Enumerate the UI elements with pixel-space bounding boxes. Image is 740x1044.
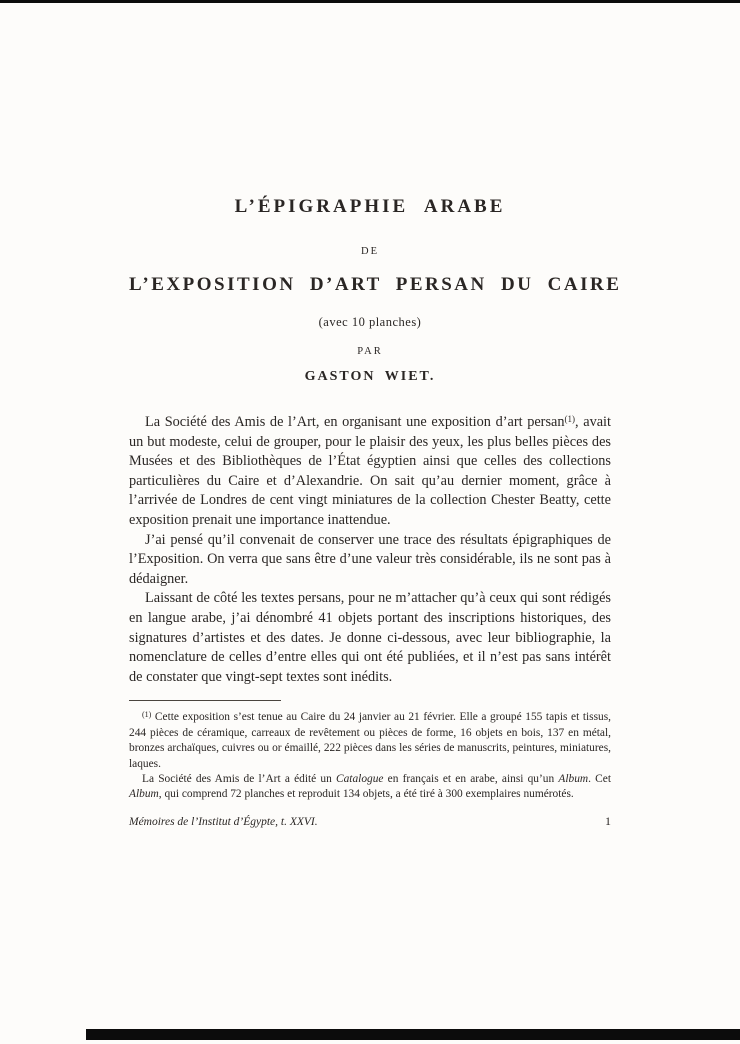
footnote-2-italic-catalogue: Catalogue <box>336 772 384 785</box>
page-content <box>129 0 622 829</box>
article-body <box>129 413 611 687</box>
plates-note: (avec 10 planches) <box>318 315 422 329</box>
footnote-block <box>129 710 611 802</box>
paragraph-3: Laissant de côté les textes persans, pour ne m’attacher qu’à ceux qui sont rédigés en langue arabe, j’ai dénombré 41 objets portant des inscriptions historiques, des signatures d’artistes et des dates. Je donne ci-dessous, avec leur bibliographie, la nomenclature de celles d’entre elles qui ont été publiées, et il n’est pas sans intérêt de constater que vingt-sept textes sont inédits. <box>129 590 611 685</box>
footnote-2-segment: en français et en arabe, ainsi qu’un <box>383 772 559 785</box>
page-number: 1 <box>605 813 611 828</box>
footnote-number: (1) <box>142 710 152 720</box>
footnote-1-text: Cette exposition s’est tenue au Caire du 24 janvier au 21 février. Elle a groupé 155 tapis et tissus, 244 pièces de céramique, carreaux de revêtement ou pièces de forme, 16 objets en bois, 137 en métal, bronzes archaïques, cuivres ou or émaillé, 222 pièces dans les séries de manuscrits, peintures, miniatures, laques. <box>129 711 611 770</box>
byline-label: PAR <box>357 346 383 357</box>
paragraph-1 <box>129 413 611 531</box>
page-footer <box>129 814 611 829</box>
article-title-line-2: L’EXPOSITION D’ART PERSAN DU CAIRE <box>129 274 622 295</box>
paragraph-1-text-before-ref: La Société des Amis de l’Art, en organisant une exposition d’art persan <box>145 414 565 430</box>
journal-reference: Mémoires de l’Institut d’Égypte, t. XXVI. <box>129 815 318 828</box>
footnote-2-segment: , qui comprend 72 planches et reproduit 134 objets, a été tiré à 300 exemplaires numérotés. <box>158 788 574 801</box>
paragraph-1-text-after-ref: , avait un but modeste, celui de grouper, pour le plaisir des yeux, les plus belles pièces des Musées et des Bibliothèques de l’État égyptien ainsi que celles des collections particulières du Caire et d’Alexandrie. On sait qu’au dernier moment, grâce à l’arrivée de Londres de cent vingt miniatures de la collection Chester Beatty, cette exposition prenait une importance inattendue. <box>129 414 612 528</box>
scan-edge-bottom <box>86 1029 740 1040</box>
footnote-reference-mark: (1) <box>564 414 576 424</box>
footnote-2-segment: La Société des Amis de l’Art a édité un <box>142 772 336 785</box>
footnote-2-italic-album: Album <box>558 772 589 785</box>
paragraph-2: J’ai pensé qu’il convenait de conserver une trace des résultats épigraphiques de l’Exposition. On verra que sans être d’une valeur très considérable, ils ne sont pas à dédaigner. <box>129 531 611 587</box>
footnote-separator-rule <box>129 700 281 701</box>
footnote-paragraph-1 <box>129 710 611 772</box>
article-title-line-1: L’ÉPIGRAPHIE ARABE <box>234 196 506 217</box>
title-connector-de: DE <box>361 246 379 257</box>
footnote-2-italic-album: Album <box>129 788 159 801</box>
footnote-2-segment: . Cet <box>588 772 611 785</box>
footnote-paragraph-2 <box>129 772 611 803</box>
author-name: GASTON WIET. <box>304 369 436 384</box>
